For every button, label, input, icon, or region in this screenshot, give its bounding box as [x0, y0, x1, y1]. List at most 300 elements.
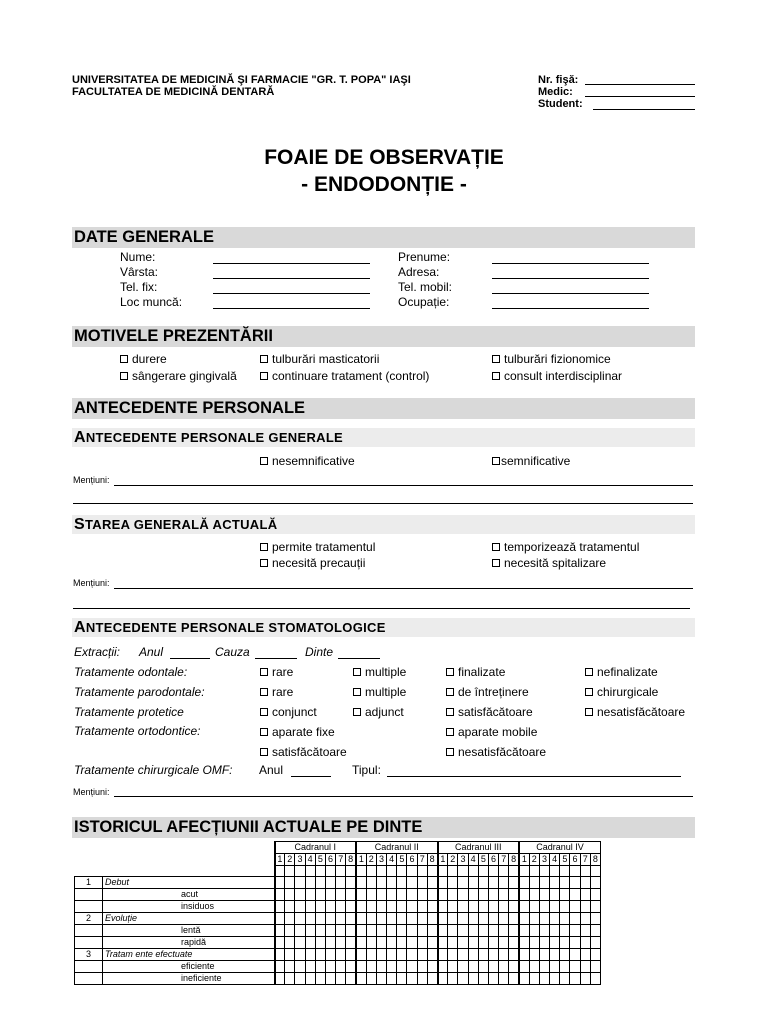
grid-cell[interactable]: [346, 866, 356, 877]
grid-cell[interactable]: [539, 889, 549, 901]
grid-cell[interactable]: [346, 937, 356, 949]
grid-cell[interactable]: [417, 889, 427, 901]
ocupatie-field[interactable]: [492, 308, 649, 309]
grid-cell[interactable]: [275, 949, 285, 961]
grid-cell[interactable]: [417, 877, 427, 889]
checkbox-precautii[interactable]: [260, 556, 365, 571]
grid-cell[interactable]: [366, 949, 376, 961]
grid-cell[interactable]: [570, 889, 580, 901]
grid-cell[interactable]: [305, 925, 315, 937]
grid-cell[interactable]: [346, 889, 356, 901]
grid-cell[interactable]: [448, 925, 458, 937]
grid-cell[interactable]: [336, 866, 346, 877]
grid-cell[interactable]: [285, 901, 295, 913]
grid-cell[interactable]: [275, 973, 285, 985]
grid-cell[interactable]: [336, 973, 346, 985]
grid-cell[interactable]: [315, 937, 325, 949]
grid-cell[interactable]: [580, 925, 590, 937]
grid-cell[interactable]: [519, 949, 529, 961]
grid-cell[interactable]: [427, 889, 437, 901]
grid-cell[interactable]: [448, 973, 458, 985]
grid-cell[interactable]: [478, 901, 488, 913]
grid-cell[interactable]: [448, 961, 458, 973]
grid-cell[interactable]: [315, 889, 325, 901]
loc-munca-field[interactable]: [213, 308, 370, 309]
grid-cell[interactable]: [305, 901, 315, 913]
grid-cell[interactable]: [488, 877, 498, 889]
grid-cell[interactable]: [560, 877, 570, 889]
grid-cell[interactable]: [468, 866, 478, 877]
grid-cell[interactable]: [295, 949, 305, 961]
omf-tipul-field[interactable]: [387, 776, 681, 777]
grid-cell[interactable]: [315, 913, 325, 925]
grid-cell[interactable]: [387, 925, 397, 937]
grid-cell[interactable]: [376, 877, 386, 889]
checkbox-ortodontice-fixe[interactable]: [260, 725, 335, 740]
grid-cell[interactable]: [356, 973, 366, 985]
grid-cell[interactable]: [509, 866, 519, 877]
grid-cell[interactable]: [529, 901, 539, 913]
grid-cell[interactable]: [529, 877, 539, 889]
grid-cell[interactable]: [468, 889, 478, 901]
grid-cell[interactable]: [356, 913, 366, 925]
grid-cell[interactable]: [366, 889, 376, 901]
grid-cell[interactable]: [590, 925, 600, 937]
grid-cell[interactable]: [580, 866, 590, 877]
grid-cell[interactable]: [488, 949, 498, 961]
grid-cell[interactable]: [325, 949, 335, 961]
grid-cell[interactable]: [509, 889, 519, 901]
grid-cell[interactable]: [356, 901, 366, 913]
grid-cell[interactable]: [539, 949, 549, 961]
grid-cell[interactable]: [366, 961, 376, 973]
grid-cell[interactable]: [387, 866, 397, 877]
tel-fix-field[interactable]: [213, 293, 370, 294]
grid-cell[interactable]: [570, 866, 580, 877]
grid-cell[interactable]: [580, 949, 590, 961]
grid-cell[interactable]: [509, 973, 519, 985]
grid-cell[interactable]: [275, 889, 285, 901]
grid-cell[interactable]: [407, 937, 417, 949]
grid-cell[interactable]: [387, 961, 397, 973]
checkbox-ortodontice-nesatisfacatoare[interactable]: [446, 745, 546, 760]
grid-cell[interactable]: [529, 937, 539, 949]
nr-fisa-field[interactable]: [585, 84, 695, 85]
grid-cell[interactable]: [438, 877, 448, 889]
grid-cell[interactable]: [295, 925, 305, 937]
grid-cell[interactable]: [519, 973, 529, 985]
grid-cell[interactable]: [325, 866, 335, 877]
grid-cell[interactable]: [509, 949, 519, 961]
extractii-cauza-field[interactable]: [255, 658, 297, 659]
grid-cell[interactable]: [550, 866, 560, 877]
grid-cell[interactable]: [448, 866, 458, 877]
grid-cell[interactable]: [438, 973, 448, 985]
grid-cell[interactable]: [315, 925, 325, 937]
grid-cell[interactable]: [570, 877, 580, 889]
grid-cell[interactable]: [458, 901, 468, 913]
grid-cell[interactable]: [417, 925, 427, 937]
grid-cell[interactable]: [336, 925, 346, 937]
grid-cell[interactable]: [366, 973, 376, 985]
grid-cell[interactable]: [417, 866, 427, 877]
grid-cell[interactable]: [325, 901, 335, 913]
student-field[interactable]: [593, 109, 695, 110]
grid-cell[interactable]: [346, 877, 356, 889]
grid-cell[interactable]: [570, 973, 580, 985]
grid-cell[interactable]: [499, 925, 509, 937]
grid-cell[interactable]: [438, 925, 448, 937]
grid-cell[interactable]: [580, 877, 590, 889]
grid-cell[interactable]: [397, 961, 407, 973]
grid-cell[interactable]: [387, 877, 397, 889]
grid-cell[interactable]: [590, 913, 600, 925]
checkbox-sangerare[interactable]: [120, 369, 237, 384]
grid-cell[interactable]: [448, 949, 458, 961]
checkbox-protetice-adjunct[interactable]: [353, 705, 404, 720]
grid-cell[interactable]: [407, 949, 417, 961]
grid-cell[interactable]: [376, 961, 386, 973]
checkbox-parodontale-multiple[interactable]: [353, 685, 406, 700]
grid-cell[interactable]: [570, 949, 580, 961]
grid-cell[interactable]: [519, 925, 529, 937]
grid-cell[interactable]: [376, 949, 386, 961]
grid-cell[interactable]: [590, 866, 600, 877]
grid-cell[interactable]: [387, 973, 397, 985]
grid-cell[interactable]: [305, 913, 315, 925]
grid-cell[interactable]: [539, 913, 549, 925]
grid-cell[interactable]: [285, 889, 295, 901]
grid-cell[interactable]: [519, 913, 529, 925]
grid-cell[interactable]: [539, 925, 549, 937]
grid-cell[interactable]: [295, 901, 305, 913]
grid-cell[interactable]: [448, 877, 458, 889]
grid-cell[interactable]: [550, 961, 560, 973]
grid-cell[interactable]: [499, 866, 509, 877]
grid-cell[interactable]: [336, 901, 346, 913]
grid-cell[interactable]: [397, 925, 407, 937]
grid-cell[interactable]: [519, 877, 529, 889]
grid-cell[interactable]: [325, 961, 335, 973]
grid-cell[interactable]: [325, 889, 335, 901]
grid-cell[interactable]: [570, 925, 580, 937]
grid-cell[interactable]: [550, 925, 560, 937]
checkbox-tulburari-fizionomice[interactable]: [492, 352, 611, 367]
grid-cell[interactable]: [580, 973, 590, 985]
grid-cell[interactable]: [427, 937, 437, 949]
checkbox-permite[interactable]: [260, 540, 375, 555]
grid-cell[interactable]: [315, 973, 325, 985]
grid-cell[interactable]: [458, 866, 468, 877]
grid-cell[interactable]: [438, 937, 448, 949]
grid-cell[interactable]: [570, 937, 580, 949]
grid-cell[interactable]: [499, 901, 509, 913]
grid-cell[interactable]: [325, 937, 335, 949]
grid-cell[interactable]: [438, 866, 448, 877]
grid-cell[interactable]: [346, 913, 356, 925]
grid-cell[interactable]: [427, 877, 437, 889]
grid-cell[interactable]: [305, 877, 315, 889]
grid-cell[interactable]: [295, 973, 305, 985]
grid-cell[interactable]: [407, 877, 417, 889]
tel-mobil-field[interactable]: [492, 293, 649, 294]
grid-cell[interactable]: [366, 877, 376, 889]
grid-cell[interactable]: [275, 877, 285, 889]
grid-cell[interactable]: [315, 901, 325, 913]
grid-cell[interactable]: [529, 925, 539, 937]
checkbox-parodontale-intretinere[interactable]: [446, 685, 529, 700]
grid-cell[interactable]: [325, 913, 335, 925]
mentiuni-field[interactable]: [114, 485, 693, 486]
grid-cell[interactable]: [550, 949, 560, 961]
grid-cell[interactable]: [560, 901, 570, 913]
checkbox-odontale-rare[interactable]: [260, 665, 293, 680]
grid-cell[interactable]: [550, 877, 560, 889]
grid-cell[interactable]: [407, 961, 417, 973]
grid-cell[interactable]: [448, 937, 458, 949]
grid-cell[interactable]: [407, 925, 417, 937]
grid-cell[interactable]: [356, 889, 366, 901]
grid-cell[interactable]: [499, 913, 509, 925]
grid-cell[interactable]: [560, 961, 570, 973]
grid-cell[interactable]: [590, 877, 600, 889]
grid-cell[interactable]: [407, 889, 417, 901]
grid-cell[interactable]: [499, 961, 509, 973]
grid-cell[interactable]: [478, 949, 488, 961]
grid-cell[interactable]: [560, 973, 570, 985]
grid-cell[interactable]: [366, 901, 376, 913]
grid-cell[interactable]: [346, 949, 356, 961]
grid-cell[interactable]: [570, 913, 580, 925]
grid-cell[interactable]: [560, 937, 570, 949]
checkbox-odontale-multiple[interactable]: [353, 665, 406, 680]
checkbox-consult[interactable]: [492, 369, 622, 384]
grid-cell[interactable]: [468, 961, 478, 973]
grid-cell[interactable]: [346, 973, 356, 985]
grid-cell[interactable]: [285, 877, 295, 889]
grid-cell[interactable]: [417, 949, 427, 961]
grid-cell[interactable]: [580, 937, 590, 949]
checkbox-continuare-tratament[interactable]: [260, 369, 429, 384]
grid-cell[interactable]: [529, 889, 539, 901]
grid-cell[interactable]: [417, 913, 427, 925]
grid-cell[interactable]: [285, 925, 295, 937]
omf-anul-field[interactable]: [291, 776, 331, 777]
grid-cell[interactable]: [387, 901, 397, 913]
grid-cell[interactable]: [529, 913, 539, 925]
grid-cell[interactable]: [366, 866, 376, 877]
grid-cell[interactable]: [590, 973, 600, 985]
checkbox-nesemnificative[interactable]: [260, 454, 355, 469]
grid-cell[interactable]: [438, 901, 448, 913]
adresa-field[interactable]: [492, 278, 649, 279]
grid-cell[interactable]: [560, 949, 570, 961]
grid-cell[interactable]: [427, 866, 437, 877]
grid-cell[interactable]: [356, 961, 366, 973]
grid-cell[interactable]: [417, 937, 427, 949]
mentiuni-field-line2[interactable]: [73, 608, 690, 609]
grid-cell[interactable]: [509, 925, 519, 937]
grid-cell[interactable]: [346, 925, 356, 937]
checkbox-durere[interactable]: [120, 352, 167, 367]
grid-cell[interactable]: [529, 961, 539, 973]
grid-cell[interactable]: [376, 925, 386, 937]
mentiuni-field[interactable]: [114, 796, 693, 797]
grid-cell[interactable]: [285, 973, 295, 985]
grid-cell[interactable]: [468, 949, 478, 961]
grid-cell[interactable]: [305, 889, 315, 901]
grid-cell[interactable]: [356, 866, 366, 877]
grid-cell[interactable]: [325, 877, 335, 889]
grid-cell[interactable]: [275, 961, 285, 973]
grid-cell[interactable]: [458, 937, 468, 949]
grid-cell[interactable]: [468, 877, 478, 889]
grid-cell[interactable]: [499, 949, 509, 961]
grid-cell[interactable]: [478, 866, 488, 877]
grid-cell[interactable]: [509, 937, 519, 949]
grid-cell[interactable]: [550, 973, 560, 985]
grid-cell[interactable]: [509, 877, 519, 889]
grid-cell[interactable]: [550, 889, 560, 901]
grid-cell[interactable]: [580, 889, 590, 901]
grid-cell[interactable]: [478, 877, 488, 889]
checkbox-tulburari-masticatorii[interactable]: [260, 352, 379, 367]
grid-cell[interactable]: [478, 961, 488, 973]
grid-cell[interactable]: [499, 937, 509, 949]
checkbox-temporizeaza[interactable]: [492, 540, 639, 555]
grid-cell[interactable]: [499, 877, 509, 889]
grid-cell[interactable]: [427, 913, 437, 925]
checkbox-semnificative[interactable]: [492, 454, 570, 469]
grid-cell[interactable]: [295, 877, 305, 889]
grid-cell[interactable]: [376, 901, 386, 913]
grid-cell[interactable]: [275, 913, 285, 925]
grid-cell[interactable]: [407, 866, 417, 877]
grid-cell[interactable]: [550, 901, 560, 913]
grid-cell[interactable]: [315, 866, 325, 877]
grid-cell[interactable]: [295, 937, 305, 949]
grid-cell[interactable]: [570, 961, 580, 973]
grid-cell[interactable]: [539, 877, 549, 889]
grid-cell[interactable]: [315, 961, 325, 973]
grid-cell[interactable]: [468, 973, 478, 985]
grid-cell[interactable]: [285, 949, 295, 961]
grid-cell[interactable]: [295, 866, 305, 877]
grid-cell[interactable]: [488, 973, 498, 985]
grid-cell[interactable]: [427, 925, 437, 937]
grid-cell[interactable]: [285, 937, 295, 949]
grid-cell[interactable]: [458, 877, 468, 889]
grid-cell[interactable]: [275, 937, 285, 949]
grid-cell[interactable]: [387, 949, 397, 961]
grid-cell[interactable]: [590, 937, 600, 949]
checkbox-spitalizare[interactable]: [492, 556, 606, 571]
grid-cell[interactable]: [356, 949, 366, 961]
grid-cell[interactable]: [346, 901, 356, 913]
grid-cell[interactable]: [295, 913, 305, 925]
grid-cell[interactable]: [438, 889, 448, 901]
grid-cell[interactable]: [560, 913, 570, 925]
checkbox-protetice-nesatisfacatoare[interactable]: [585, 705, 685, 720]
grid-cell[interactable]: [315, 877, 325, 889]
grid-cell[interactable]: [448, 901, 458, 913]
grid-cell[interactable]: [458, 961, 468, 973]
grid-cell[interactable]: [387, 889, 397, 901]
checkbox-ortodontice-satisfacatoare[interactable]: [260, 745, 347, 760]
grid-cell[interactable]: [305, 866, 315, 877]
grid-cell[interactable]: [488, 866, 498, 877]
checkbox-parodontale-rare[interactable]: [260, 685, 293, 700]
grid-cell[interactable]: [488, 901, 498, 913]
grid-cell[interactable]: [438, 913, 448, 925]
grid-cell[interactable]: [519, 961, 529, 973]
grid-cell[interactable]: [478, 973, 488, 985]
grid-cell[interactable]: [580, 901, 590, 913]
checkbox-ortodontice-mobile[interactable]: [446, 725, 537, 740]
grid-cell[interactable]: [519, 901, 529, 913]
grid-cell[interactable]: [417, 973, 427, 985]
grid-cell[interactable]: [529, 866, 539, 877]
grid-cell[interactable]: [438, 949, 448, 961]
nume-field[interactable]: [213, 263, 370, 264]
grid-cell[interactable]: [356, 925, 366, 937]
grid-cell[interactable]: [488, 961, 498, 973]
grid-cell[interactable]: [499, 973, 509, 985]
grid-cell[interactable]: [509, 961, 519, 973]
grid-cell[interactable]: [275, 866, 285, 877]
grid-cell[interactable]: [397, 937, 407, 949]
grid-cell[interactable]: [468, 937, 478, 949]
grid-cell[interactable]: [529, 973, 539, 985]
grid-cell[interactable]: [356, 877, 366, 889]
grid-cell[interactable]: [285, 913, 295, 925]
extractii-anul-field[interactable]: [170, 658, 210, 659]
grid-cell[interactable]: [366, 937, 376, 949]
grid-cell[interactable]: [488, 937, 498, 949]
grid-cell[interactable]: [458, 973, 468, 985]
grid-cell[interactable]: [336, 913, 346, 925]
grid-cell[interactable]: [458, 925, 468, 937]
grid-cell[interactable]: [387, 913, 397, 925]
grid-cell[interactable]: [376, 937, 386, 949]
grid-cell[interactable]: [336, 889, 346, 901]
grid-cell[interactable]: [570, 901, 580, 913]
mentiuni-field-line2[interactable]: [73, 503, 693, 504]
grid-cell[interactable]: [539, 961, 549, 973]
grid-cell[interactable]: [580, 913, 590, 925]
grid-cell[interactable]: [275, 901, 285, 913]
grid-cell[interactable]: [397, 901, 407, 913]
grid-cell[interactable]: [407, 913, 417, 925]
grid-cell[interactable]: [519, 937, 529, 949]
grid-cell[interactable]: [539, 937, 549, 949]
grid-cell[interactable]: [336, 949, 346, 961]
grid-cell[interactable]: [336, 937, 346, 949]
grid-cell[interactable]: [315, 949, 325, 961]
grid-cell[interactable]: [397, 913, 407, 925]
grid-cell[interactable]: [539, 866, 549, 877]
grid-cell[interactable]: [305, 937, 315, 949]
grid-cell[interactable]: [397, 877, 407, 889]
grid-cell[interactable]: [295, 961, 305, 973]
grid-cell[interactable]: [407, 901, 417, 913]
grid-cell[interactable]: [478, 889, 488, 901]
grid-cell[interactable]: [407, 973, 417, 985]
grid-cell[interactable]: [458, 913, 468, 925]
medic-field[interactable]: [585, 96, 695, 97]
grid-cell[interactable]: [346, 961, 356, 973]
grid-cell[interactable]: [356, 937, 366, 949]
